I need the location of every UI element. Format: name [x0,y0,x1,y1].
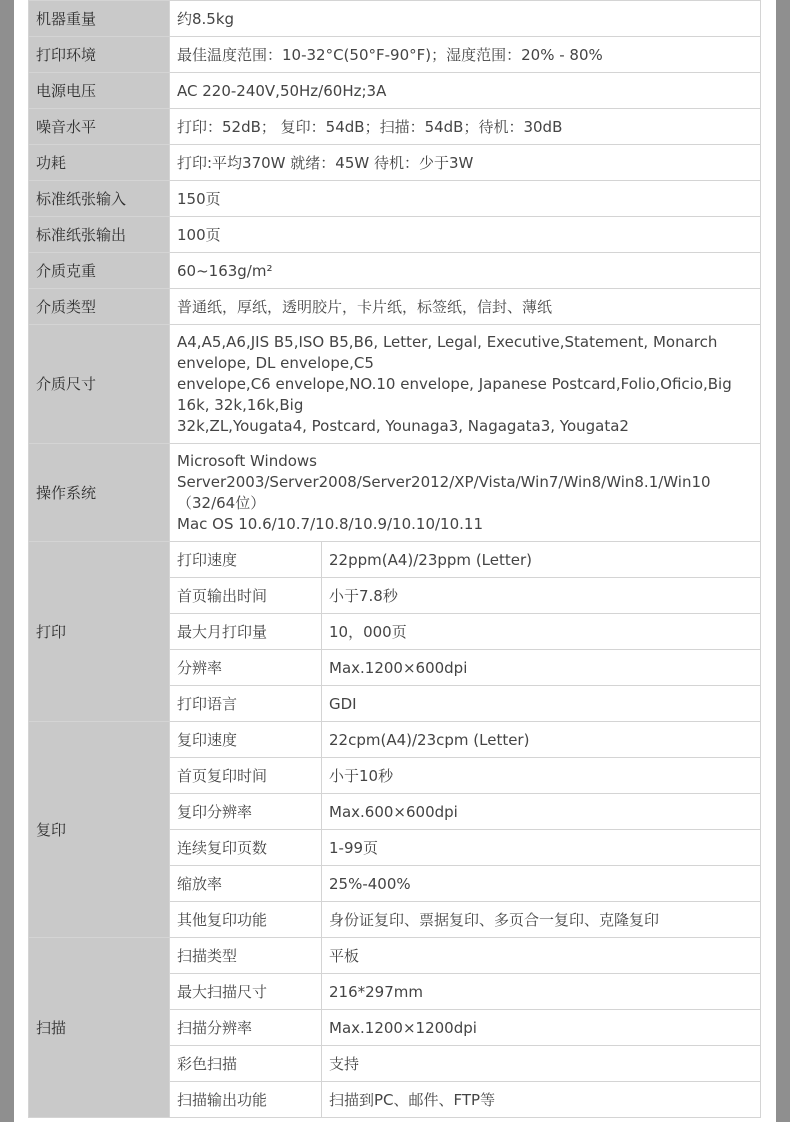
spec-value: 最佳温度范围：10-32°C(50°F-90°F)；湿度范围：20% - 80% [170,37,761,73]
spec-label: 标准纸张输入 [29,181,170,217]
spec-value: 打印：52dB； 复印：54dB；扫描：54dB；待机：30dB [170,109,761,145]
sub-value: 小于7.8秒 [322,578,761,614]
os-line: Mac OS 10.6/10.7/10.8/10.9/10.10/10.11 [177,515,483,533]
spec-row-power [29,145,761,181]
sub-label: 最大月打印量 [170,614,322,650]
sub-label: 打印语言 [170,686,322,722]
sub-value: 扫描到PC、邮件、FTP等 [322,1082,761,1118]
spec-row-environment [29,37,761,73]
sub-label: 其他复印功能 [170,902,322,938]
spec-row-scan [29,938,761,974]
spec-value: 打印:平均370W 就绪：45W 待机：少于3W [170,145,761,181]
spec-value: 100页 [170,217,761,253]
group-label-print: 打印 [29,542,170,722]
spec-value [170,444,761,542]
spec-value: 约8.5kg [170,1,761,37]
sub-value: 216*297mm [322,974,761,1010]
sub-value: Max.1200×1200dpi [322,1010,761,1046]
sub-label: 彩色扫描 [170,1046,322,1082]
sub-label: 首页复印时间 [170,758,322,794]
spec-label: 噪音水平 [29,109,170,145]
spec-row-noise [29,109,761,145]
sub-value: Max.1200×600dpi [322,650,761,686]
sub-value: 身份证复印、票据复印、多页合一复印、克隆复印 [322,902,761,938]
spec-row-copy [29,722,761,758]
sub-value: 支持 [322,1046,761,1082]
sub-value: 10，000页 [322,614,761,650]
sub-value: GDI [322,686,761,722]
sub-label: 缩放率 [170,866,322,902]
media-size-line: 32k,ZL,Yougata4, Postcard, Younaga3, Nagagata3, Yougata2 [177,417,629,435]
right-gutter [776,0,790,1122]
media-size-line: A4,A5,A6,JIS B5,ISO B5,B6, Letter, Legal, Executive,Statement, Monarch envelope, DL envelope,C5 [177,333,718,372]
media-size-line: envelope,C6 envelope,NO.10 envelope, Japanese Postcard,Folio,Oficio,Big 16k, 32k,16k,Big [177,375,732,414]
sub-label: 连续复印页数 [170,830,322,866]
sub-label: 扫描分辨率 [170,1010,322,1046]
spec-label: 介质克重 [29,253,170,289]
sub-value: 1-99页 [322,830,761,866]
sub-label: 扫描类型 [170,938,322,974]
sub-label: 分辨率 [170,650,322,686]
spec-value: AC 220-240V,50Hz/60Hz;3A [170,73,761,109]
sub-value: 小于10秒 [322,758,761,794]
sub-label: 打印速度 [170,542,322,578]
spec-label: 机器重量 [29,1,170,37]
sub-value: 22ppm(A4)/23ppm (Letter) [322,542,761,578]
sub-label: 复印速度 [170,722,322,758]
group-label-scan: 扫描 [29,938,170,1118]
spec-value: 150页 [170,181,761,217]
spec-row-paper-output [29,217,761,253]
spec-value [170,325,761,444]
sub-label: 最大扫描尺寸 [170,974,322,1010]
spec-row-weight [29,1,761,37]
spec-value: 普通纸，厚纸，透明胶片，卡片纸，标签纸，信封、薄纸 [170,289,761,325]
spec-label: 操作系统 [29,444,170,542]
os-line: Microsoft Windows Server2003/Server2008/Server2012/XP/Vista/Win7/Win8/Win8.1/Win10（32/64位） [177,452,711,512]
sub-label: 首页输出时间 [170,578,322,614]
spec-row-voltage [29,73,761,109]
sub-value: 平板 [322,938,761,974]
spec-label: 电源电压 [29,73,170,109]
spec-label: 介质尺寸 [29,325,170,444]
sub-label: 复印分辨率 [170,794,322,830]
spec-table [28,0,761,1118]
spec-row-print [29,542,761,578]
sub-value: 25%-400% [322,866,761,902]
spec-row-os [29,444,761,542]
sub-value: 22cpm(A4)/23cpm (Letter) [322,722,761,758]
spec-row-media-type [29,289,761,325]
spec-value: 60~163g/m² [170,253,761,289]
spec-row-paper-input [29,181,761,217]
left-gutter [0,0,14,1122]
spec-label: 功耗 [29,145,170,181]
sub-label: 扫描输出功能 [170,1082,322,1118]
spec-table-container [28,0,760,1118]
group-label-copy: 复印 [29,722,170,938]
spec-label: 打印环境 [29,37,170,73]
sub-value: Max.600×600dpi [322,794,761,830]
spec-label: 介质类型 [29,289,170,325]
spec-label: 标准纸张输出 [29,217,170,253]
spec-row-media-size [29,325,761,444]
spec-row-media-weight [29,253,761,289]
